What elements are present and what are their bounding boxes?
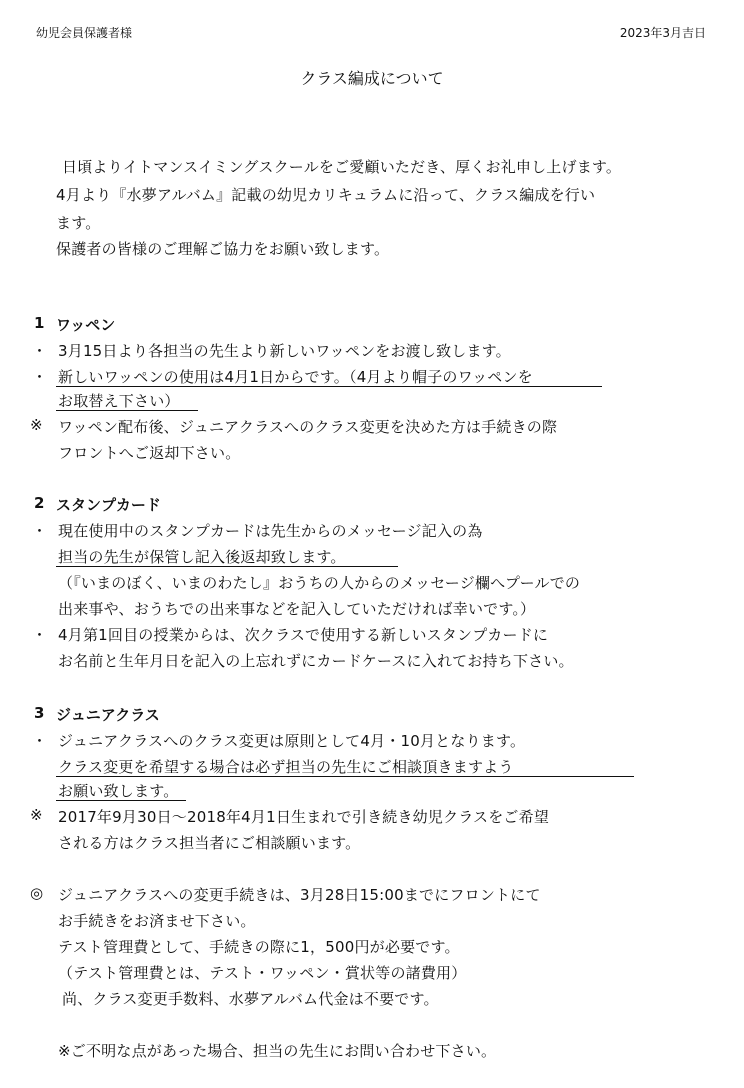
- intro-line-3: ます。: [56, 214, 101, 232]
- page-title: クラス編成について: [300, 69, 444, 88]
- bullet-icon: ・: [32, 626, 48, 644]
- section-3-heading: ジュニアクラス: [56, 706, 160, 724]
- section-3-note-line-1: 2017年9月30日～2018年4月1日生まれで引き続き幼児クラスをご希望: [58, 808, 550, 826]
- section-2-bullet-1-line-1: 現在使用中のスタンプカードは先生からのメッセージ記入の為: [58, 522, 483, 540]
- underline: [56, 410, 198, 411]
- bullet-icon: ・: [32, 368, 48, 386]
- section-1-number: 1: [34, 314, 45, 332]
- bullet-icon: ・: [32, 732, 48, 750]
- section-2-bullet-1-line-2: 担当の先生が保管し記入後返却致します。: [58, 548, 346, 566]
- intro-line-2: 4月より『水夢アルバム』記載の幼児カリキュラムに沿って、クラス編成を行い: [56, 186, 596, 204]
- section-1-heading: ワッペン: [56, 316, 116, 334]
- section-2-bullet-1-line-4: 出来事や、おうちでの出来事などを記入していただければ幸いです。）: [58, 600, 536, 618]
- section-3-bullet-1-line-1: ジュニアクラスへのクラス変更は原則として4月・10月となります。: [58, 732, 526, 750]
- recipient-label: 幼児会員保護者様: [36, 26, 133, 40]
- section-1-bullet-2-line-2: お取替え下さい）: [58, 392, 180, 410]
- procedure-line-4: （テスト管理費とは、テスト・ワッペン・賞状等の諸費用）: [58, 964, 467, 982]
- procedure-line-5: 尚、クラス変更手数料、水夢アルバム代金は不要です。: [62, 990, 439, 1008]
- section-2-bullet-2-line-2: お名前と生年月日を記入の上忘れずにカードケースに入れてお持ち下さい。: [58, 652, 574, 670]
- section-3-bullet-1-line-3: お願い致します。: [58, 782, 179, 800]
- section-1-bullet-1: 3月15日より各担当の先生より新しいワッペンをお渡し致します。: [58, 342, 511, 360]
- section-1-bullet-2-line-1: 新しいワッペンの使用は4月1日からです。（4月より帽子のワッペンを: [58, 368, 533, 386]
- section-2-bullet-2-line-1: 4月第1回目の授業からは、次クラスで使用する新しいスタンプカードに: [58, 626, 549, 644]
- section-3-bullet-1-line-2: クラス変更を希望する場合は必ず担当の先生にご相談頂きますよう: [58, 758, 514, 776]
- bullet-icon: ・: [32, 522, 48, 540]
- procedure-line-2: お手続きをお済ませ下さい。: [58, 912, 256, 930]
- double-circle-icon: ◎: [30, 884, 44, 902]
- procedure-line-1: ジュニアクラスへの変更手続きは、3月28日15:00までにフロントにて: [58, 886, 541, 904]
- bullet-icon: ・: [32, 342, 48, 360]
- date-label: 2023年3月吉日: [619, 26, 706, 40]
- underline: [56, 800, 186, 801]
- procedure-line-3: テスト管理費として、手続きの際に1，500円が必要です。: [58, 938, 460, 956]
- section-3-note-line-2: される方はクラス担当者にご相談願います。: [58, 834, 361, 852]
- inquiry-note: ※ご不明な点があった場合、担当の先生にお問い合わせ下さい。: [58, 1042, 497, 1060]
- section-3-number: 3: [34, 704, 45, 722]
- underline: [56, 566, 398, 567]
- underline: [56, 386, 602, 387]
- underline: [56, 776, 634, 777]
- intro-line-1: 日頃よりイトマンスイミングスクールをご愛顧いただき、厚くお礼申し上げます。: [62, 158, 622, 176]
- note-mark-icon: ※: [30, 416, 43, 434]
- section-2-heading: スタンプカード: [56, 496, 161, 514]
- intro-line-4: 保護者の皆様のご理解ご協力をお願い致します。: [56, 240, 390, 258]
- section-1-note-line-2: フロントへご返却下さい。: [58, 444, 241, 462]
- section-2-bullet-1-line-3: （『いまのぼく、いまのわたし』おうちの人からのメッセージ欄へプールでの: [58, 574, 581, 592]
- note-mark-icon: ※: [30, 806, 43, 824]
- section-1-note-line-1: ワッペン配布後、ジュニアクラスへのクラス変更を決めた方は手続きの際: [58, 418, 558, 436]
- section-2-number: 2: [34, 494, 45, 512]
